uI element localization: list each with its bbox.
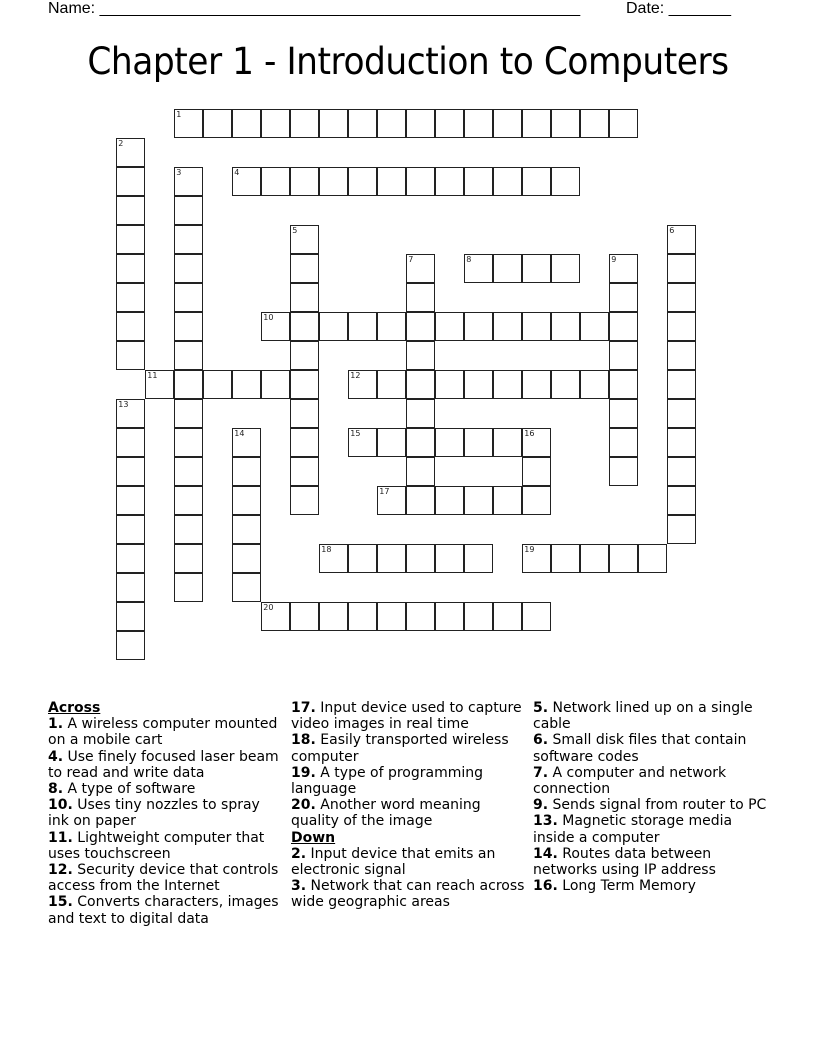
crossword-cell[interactable] xyxy=(319,544,348,573)
crossword-cell[interactable] xyxy=(667,486,696,515)
crossword-cell[interactable] xyxy=(522,486,551,515)
crossword-cell[interactable] xyxy=(435,167,464,196)
crossword-cell[interactable] xyxy=(464,370,493,399)
clue-number-label: 5 xyxy=(292,226,298,236)
crossword-cell[interactable] xyxy=(551,254,580,283)
crossword-cell[interactable] xyxy=(435,602,464,631)
crossword-cell[interactable] xyxy=(551,312,580,341)
crossword-cell[interactable] xyxy=(232,428,261,457)
crossword-cell[interactable] xyxy=(174,312,203,341)
crossword-cell[interactable] xyxy=(435,486,464,515)
crossword-cell[interactable] xyxy=(667,283,696,312)
crossword-cell[interactable] xyxy=(435,544,464,573)
crossword-cell[interactable] xyxy=(493,602,522,631)
crossword-cell[interactable] xyxy=(435,312,464,341)
clue-down-16: 16. Long Term Memory xyxy=(533,878,696,895)
crossword-cell[interactable] xyxy=(406,399,435,428)
clue-down-9: 9. Sends signal from router to PC xyxy=(533,797,767,814)
crossword-cell[interactable] xyxy=(406,544,435,573)
crossword-cell[interactable] xyxy=(174,428,203,457)
crossword-cell[interactable] xyxy=(435,370,464,399)
clue-across-10: 10. Uses tiny nozzles to spray ink on paper xyxy=(48,797,260,830)
crossword-cell[interactable] xyxy=(174,109,203,138)
crossword-cell[interactable] xyxy=(377,109,406,138)
crossword-cell[interactable] xyxy=(522,109,551,138)
crossword-cell[interactable] xyxy=(464,544,493,573)
crossword-cell[interactable] xyxy=(493,109,522,138)
clue-number-label: 2 xyxy=(118,139,124,149)
crossword-cell[interactable] xyxy=(174,167,203,196)
clue-down-3: 3. Network that can reach across wide geographic areas xyxy=(291,878,525,911)
clue-across-20: 20. Another word meaning quality of the image xyxy=(291,797,481,830)
crossword-cell[interactable] xyxy=(522,167,551,196)
crossword-cell[interactable] xyxy=(406,167,435,196)
crossword-cell[interactable] xyxy=(464,109,493,138)
crossword-cell[interactable] xyxy=(464,312,493,341)
crossword-cell[interactable] xyxy=(116,602,145,631)
crossword-cell[interactable] xyxy=(290,225,319,254)
crossword-cell[interactable] xyxy=(174,486,203,515)
clue-number-label: 15 xyxy=(350,429,361,439)
crossword-cell[interactable] xyxy=(377,312,406,341)
date-field-label: Date: _______ xyxy=(626,0,731,17)
clue-number-label: 16 xyxy=(524,429,535,439)
crossword-cell[interactable] xyxy=(232,370,261,399)
crossword-cell[interactable] xyxy=(435,428,464,457)
clue-number-label: 9 xyxy=(611,255,617,265)
crossword-cell[interactable] xyxy=(348,602,377,631)
clue-number-label: 18 xyxy=(321,545,332,555)
crossword-cell[interactable] xyxy=(551,167,580,196)
crossword-cell[interactable] xyxy=(348,544,377,573)
clue-number-label: 1 xyxy=(176,110,182,120)
crossword-cell[interactable] xyxy=(290,428,319,457)
crossword-cell[interactable] xyxy=(174,457,203,486)
crossword-cell[interactable] xyxy=(464,602,493,631)
clue-number-label: 13 xyxy=(118,400,129,410)
crossword-cell[interactable] xyxy=(522,254,551,283)
clue-down-14: 14. Routes data between networks using IP address xyxy=(533,845,716,879)
crossword-cell[interactable] xyxy=(348,312,377,341)
crossword-cell[interactable] xyxy=(116,631,145,660)
crossword-cell[interactable] xyxy=(522,544,551,573)
crossword-cell[interactable] xyxy=(290,399,319,428)
crossword-cell[interactable] xyxy=(667,341,696,370)
crossword-cell[interactable] xyxy=(377,602,406,631)
crossword-cell[interactable] xyxy=(667,515,696,544)
crossword-cell[interactable] xyxy=(493,167,522,196)
crossword-cell[interactable] xyxy=(116,341,145,370)
crossword-cell[interactable] xyxy=(319,167,348,196)
crossword-cell[interactable] xyxy=(609,457,638,486)
crossword-cell[interactable] xyxy=(667,254,696,283)
crossword-cell[interactable] xyxy=(174,573,203,602)
crossword-cell[interactable] xyxy=(464,167,493,196)
clues-column-3 xyxy=(533,700,769,894)
crossword-cell[interactable] xyxy=(435,109,464,138)
crossword-cell[interactable] xyxy=(609,283,638,312)
crossword-cell[interactable] xyxy=(174,370,203,399)
crossword-cell[interactable] xyxy=(580,370,609,399)
crossword-cell[interactable] xyxy=(290,602,319,631)
crossword-cell[interactable] xyxy=(319,602,348,631)
crossword-cell[interactable] xyxy=(174,225,203,254)
clue-number-label: 17 xyxy=(379,487,390,497)
crossword-cell[interactable] xyxy=(203,370,232,399)
crossword-cell[interactable] xyxy=(493,254,522,283)
crossword-cell[interactable] xyxy=(232,486,261,515)
crossword-cell[interactable] xyxy=(174,515,203,544)
clue-across-4: 4. Use finely focused laser beam to read and write data xyxy=(48,748,279,781)
crossword-cell[interactable] xyxy=(464,428,493,457)
crossword-cell[interactable] xyxy=(609,109,638,138)
clue-number-label: 7 xyxy=(408,255,414,265)
clue-number-label: 8 xyxy=(466,255,472,265)
crossword-cell[interactable] xyxy=(406,486,435,515)
crossword-cell[interactable] xyxy=(174,196,203,225)
crossword-cell[interactable] xyxy=(667,225,696,254)
clue-down-13: 13. Magnetic storage media inside a computer xyxy=(533,813,733,846)
clue-down-2: 2. Input device that emits an electronic signal xyxy=(291,845,496,879)
crossword-cell[interactable] xyxy=(377,428,406,457)
crossword-cell[interactable] xyxy=(174,254,203,283)
crossword-cell[interactable] xyxy=(290,486,319,515)
crossword-cell[interactable] xyxy=(174,283,203,312)
down-heading: Down xyxy=(291,829,336,846)
crossword-cell[interactable] xyxy=(609,544,638,573)
crossword-cell[interactable] xyxy=(406,428,435,457)
clue-across-12: 12. Security device that controls access from the Internet xyxy=(48,862,279,895)
crossword-cell[interactable] xyxy=(522,370,551,399)
crossword-cell[interactable] xyxy=(145,370,174,399)
crossword-cell[interactable] xyxy=(232,167,261,196)
across-heading: Across xyxy=(48,700,101,716)
clue-down-6: 6. Small disk files that contain software codes xyxy=(533,732,747,765)
crossword-cell[interactable] xyxy=(406,341,435,370)
crossword-cell[interactable] xyxy=(290,167,319,196)
crossword-cell[interactable] xyxy=(522,457,551,486)
crossword-cell[interactable] xyxy=(261,109,290,138)
name-field-label: Name: ______________________________________________________ xyxy=(48,0,581,17)
clue-number-label: 20 xyxy=(263,603,274,613)
crossword-cell[interactable] xyxy=(551,544,580,573)
clue-number-label: 10 xyxy=(263,313,274,323)
crossword-cell[interactable] xyxy=(406,370,435,399)
crossword-cell[interactable] xyxy=(377,167,406,196)
clues-column-1 xyxy=(48,700,284,927)
crossword-cell[interactable] xyxy=(464,254,493,283)
clue-number-label: 3 xyxy=(176,168,182,178)
clue-down-7: 7. A computer and network connection xyxy=(533,764,727,798)
crossword-cell[interactable] xyxy=(406,254,435,283)
crossword-cell[interactable] xyxy=(348,167,377,196)
crossword-cell[interactable] xyxy=(290,283,319,312)
crossword-cell[interactable] xyxy=(290,370,319,399)
crossword-cell[interactable] xyxy=(116,167,145,196)
crossword-cell[interactable] xyxy=(522,428,551,457)
crossword-cell[interactable] xyxy=(116,457,145,486)
crossword-cell[interactable] xyxy=(493,486,522,515)
crossword-cell[interactable] xyxy=(232,515,261,544)
crossword-cell[interactable] xyxy=(290,457,319,486)
crossword-cell[interactable] xyxy=(232,457,261,486)
crossword-cell[interactable] xyxy=(261,167,290,196)
clue-across-11: 11. Lightweight computer that uses touchscreen xyxy=(48,829,265,862)
crossword-cell[interactable] xyxy=(522,312,551,341)
crossword-cell[interactable] xyxy=(580,109,609,138)
crossword-cell[interactable] xyxy=(406,109,435,138)
crossword-cell[interactable] xyxy=(174,544,203,573)
crossword-cell[interactable] xyxy=(174,399,203,428)
crossword-cell[interactable] xyxy=(667,370,696,399)
crossword-cell[interactable] xyxy=(609,370,638,399)
crossword-cell[interactable] xyxy=(116,138,145,167)
page-title: Chapter 1 - Introduction to Computers xyxy=(87,40,729,83)
crossword-cell[interactable] xyxy=(667,457,696,486)
crossword-cell[interactable] xyxy=(232,573,261,602)
crossword-cell[interactable] xyxy=(580,312,609,341)
crossword-cell[interactable] xyxy=(348,109,377,138)
clue-number-label: 4 xyxy=(234,168,240,178)
crossword-cell[interactable] xyxy=(261,370,290,399)
crossword-cell[interactable] xyxy=(580,544,609,573)
clue-down-5: 5. Network lined up on a single cable xyxy=(533,700,753,733)
crossword-cell[interactable] xyxy=(203,109,232,138)
crossword-cell[interactable] xyxy=(116,283,145,312)
crossword-cell[interactable] xyxy=(116,254,145,283)
crossword-cell[interactable] xyxy=(319,312,348,341)
crossword-cell[interactable] xyxy=(406,602,435,631)
crossword-cell[interactable] xyxy=(232,109,261,138)
crossword-cell[interactable] xyxy=(348,370,377,399)
crossword-cell[interactable] xyxy=(261,602,290,631)
crossword-cell[interactable] xyxy=(522,602,551,631)
clue-number-label: 6 xyxy=(669,226,675,236)
crossword-cell[interactable] xyxy=(116,573,145,602)
crossword-cell[interactable] xyxy=(638,544,667,573)
crossword-cell[interactable] xyxy=(406,312,435,341)
crossword-cell[interactable] xyxy=(232,544,261,573)
crossword-cell[interactable] xyxy=(116,544,145,573)
crossword-cell[interactable] xyxy=(290,341,319,370)
clue-number-label: 12 xyxy=(350,371,361,381)
crossword-cell[interactable] xyxy=(377,370,406,399)
crossword-cell[interactable] xyxy=(493,428,522,457)
crossword-cell[interactable] xyxy=(174,341,203,370)
crossword-cell[interactable] xyxy=(377,544,406,573)
crossword-cell[interactable] xyxy=(609,254,638,283)
clue-number-label: 14 xyxy=(234,429,245,439)
crossword-cell[interactable] xyxy=(290,254,319,283)
crossword-cell[interactable] xyxy=(667,399,696,428)
crossword-cell[interactable] xyxy=(116,515,145,544)
crossword-cell[interactable] xyxy=(609,428,638,457)
crossword-cell[interactable] xyxy=(116,225,145,254)
crossword-cell[interactable] xyxy=(551,109,580,138)
crossword-cell[interactable] xyxy=(667,312,696,341)
crossword-cell[interactable] xyxy=(116,399,145,428)
crossword-cell[interactable] xyxy=(464,486,493,515)
clue-across-8: 8. A type of software xyxy=(48,781,196,798)
crossword-cell[interactable] xyxy=(609,312,638,341)
crossword-cell[interactable] xyxy=(609,399,638,428)
crossword-cell[interactable] xyxy=(348,428,377,457)
crossword-cell[interactable] xyxy=(290,109,319,138)
clue-across-18: 18. Easily transported wireless computer xyxy=(291,732,509,765)
crossword-cell[interactable] xyxy=(551,370,580,399)
clues-column-2 xyxy=(291,700,527,911)
clue-across-17: 17. Input device used to capture video images in real time xyxy=(291,700,522,733)
crossword-cell[interactable] xyxy=(319,109,348,138)
clue-across-1: 1. A wireless computer mounted on a mobile cart xyxy=(48,716,278,749)
crossword-cell[interactable] xyxy=(116,312,145,341)
crossword-cell[interactable] xyxy=(406,283,435,312)
crossword-cell[interactable] xyxy=(667,428,696,457)
crossword-cell[interactable] xyxy=(116,486,145,515)
crossword-cell[interactable] xyxy=(116,196,145,225)
crossword-cell[interactable] xyxy=(493,312,522,341)
crossword-cell[interactable] xyxy=(116,428,145,457)
clue-across-19: 19. A type of programming language xyxy=(291,764,484,798)
crossword-cell[interactable] xyxy=(261,312,290,341)
crossword-cell[interactable] xyxy=(609,341,638,370)
crossword-cell[interactable] xyxy=(290,312,319,341)
crossword-cell[interactable] xyxy=(493,370,522,399)
crossword-cell[interactable] xyxy=(406,457,435,486)
clue-across-15: 15. Converts characters, images and text to digital data xyxy=(48,894,279,927)
clue-number-label: 11 xyxy=(147,371,158,381)
crossword-cell[interactable] xyxy=(377,486,406,515)
clue-number-label: 19 xyxy=(524,545,535,555)
